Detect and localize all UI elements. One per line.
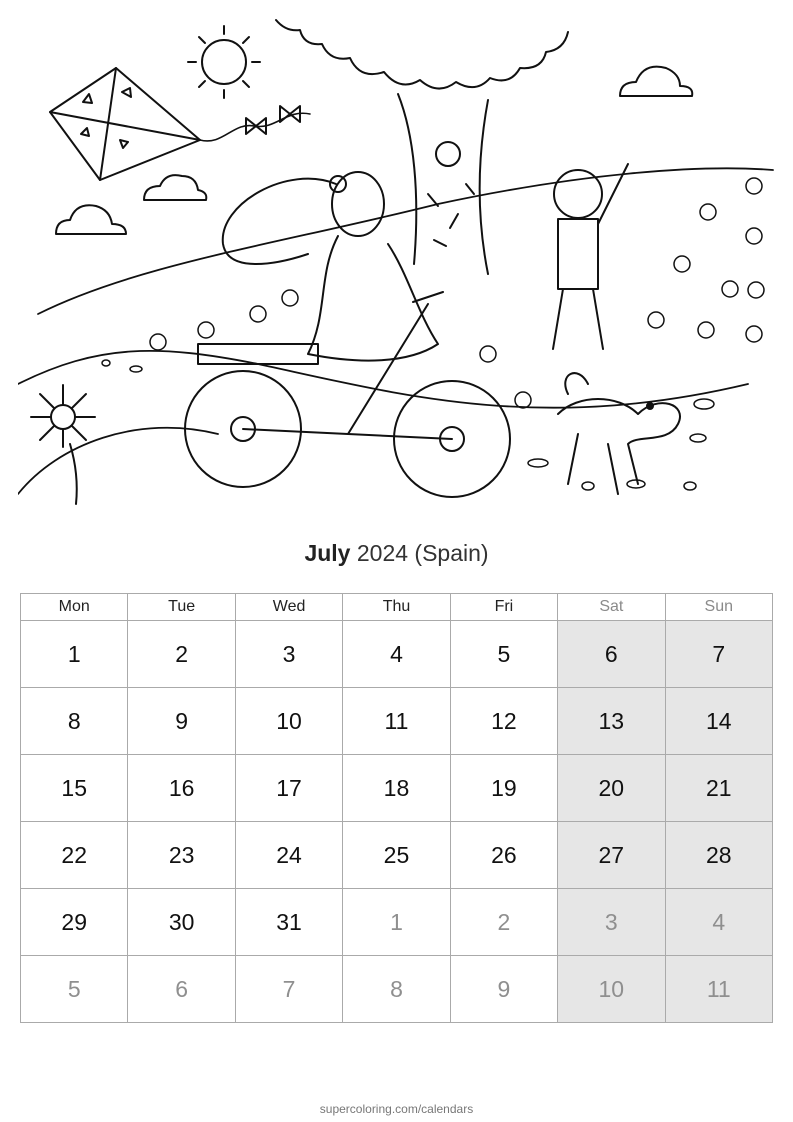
title-month: July [304,540,351,566]
day-cell: 7 [665,621,772,688]
day-cell-next-month: 1 [343,889,450,956]
cloud-icon [144,175,206,200]
day-cell: 19 [450,755,557,822]
day-cell: 26 [450,822,557,889]
day-cell: 18 [343,755,450,822]
boy-icon [553,164,628,349]
day-cell: 13 [558,688,665,755]
week-row [21,755,773,822]
week-row [21,956,773,1023]
day-cell: 28 [665,822,772,889]
title-year-region: 2024 (Spain) [356,540,489,566]
day-cell: 2 [128,621,235,688]
weekday-fri: Fri [450,594,557,621]
weekday-mon: Mon [21,594,128,621]
day-cell: 10 [235,688,342,755]
day-cell: 4 [343,621,450,688]
day-cell: 12 [450,688,557,755]
day-cell: 29 [21,889,128,956]
calendar-title [0,540,793,567]
day-cell: 23 [128,822,235,889]
day-cell: 15 [21,755,128,822]
day-cell: 22 [21,822,128,889]
day-cell-next-month: 6 [128,956,235,1023]
day-cell: 20 [558,755,665,822]
dog-icon [558,373,680,494]
day-cell-next-month: 11 [665,956,772,1023]
day-cell: 14 [665,688,772,755]
day-cell-next-month: 7 [235,956,342,1023]
week-row [21,688,773,755]
weekday-header-row [21,594,773,621]
day-cell: 1 [21,621,128,688]
day-cell: 3 [235,621,342,688]
cloud-icon [56,205,126,234]
day-cell: 24 [235,822,342,889]
week-row [21,822,773,889]
day-cell-next-month: 5 [21,956,128,1023]
day-cell-next-month: 4 [665,889,772,956]
footer-credit: supercoloring.com/calendars [319,1102,474,1116]
day-cell: 16 [128,755,235,822]
day-cell: 31 [235,889,342,956]
day-cell: 30 [128,889,235,956]
day-cell-next-month: 10 [558,956,665,1023]
week-row [21,621,773,688]
weekday-sun: Sun [665,594,772,621]
week-row [21,889,773,956]
day-cell: 8 [21,688,128,755]
day-cell-next-month: 9 [450,956,557,1023]
day-cell: 5 [450,621,557,688]
weekday-sat: Sat [558,594,665,621]
day-cell: 11 [343,688,450,755]
cloud-icon [620,67,692,96]
tree-icon [276,20,568,274]
flower-icon [150,178,764,408]
day-cell: 6 [558,621,665,688]
day-cell: 17 [235,755,342,822]
day-cell-next-month: 2 [450,889,557,956]
day-cell: 25 [343,822,450,889]
day-cell: 21 [665,755,772,822]
girl-icon [223,172,438,361]
sun-icon [188,26,260,98]
day-cell-next-month: 8 [343,956,450,1023]
weekday-thu: Thu [343,594,450,621]
calendar-grid [20,593,773,1023]
weekday-tue: Tue [128,594,235,621]
day-cell-next-month: 3 [558,889,665,956]
kite-icon [50,68,310,180]
weekday-wed: Wed [235,594,342,621]
day-cell: 9 [128,688,235,755]
day-cell: 27 [558,822,665,889]
bicycle-icon [185,292,510,497]
coloring-illustration [18,14,775,514]
